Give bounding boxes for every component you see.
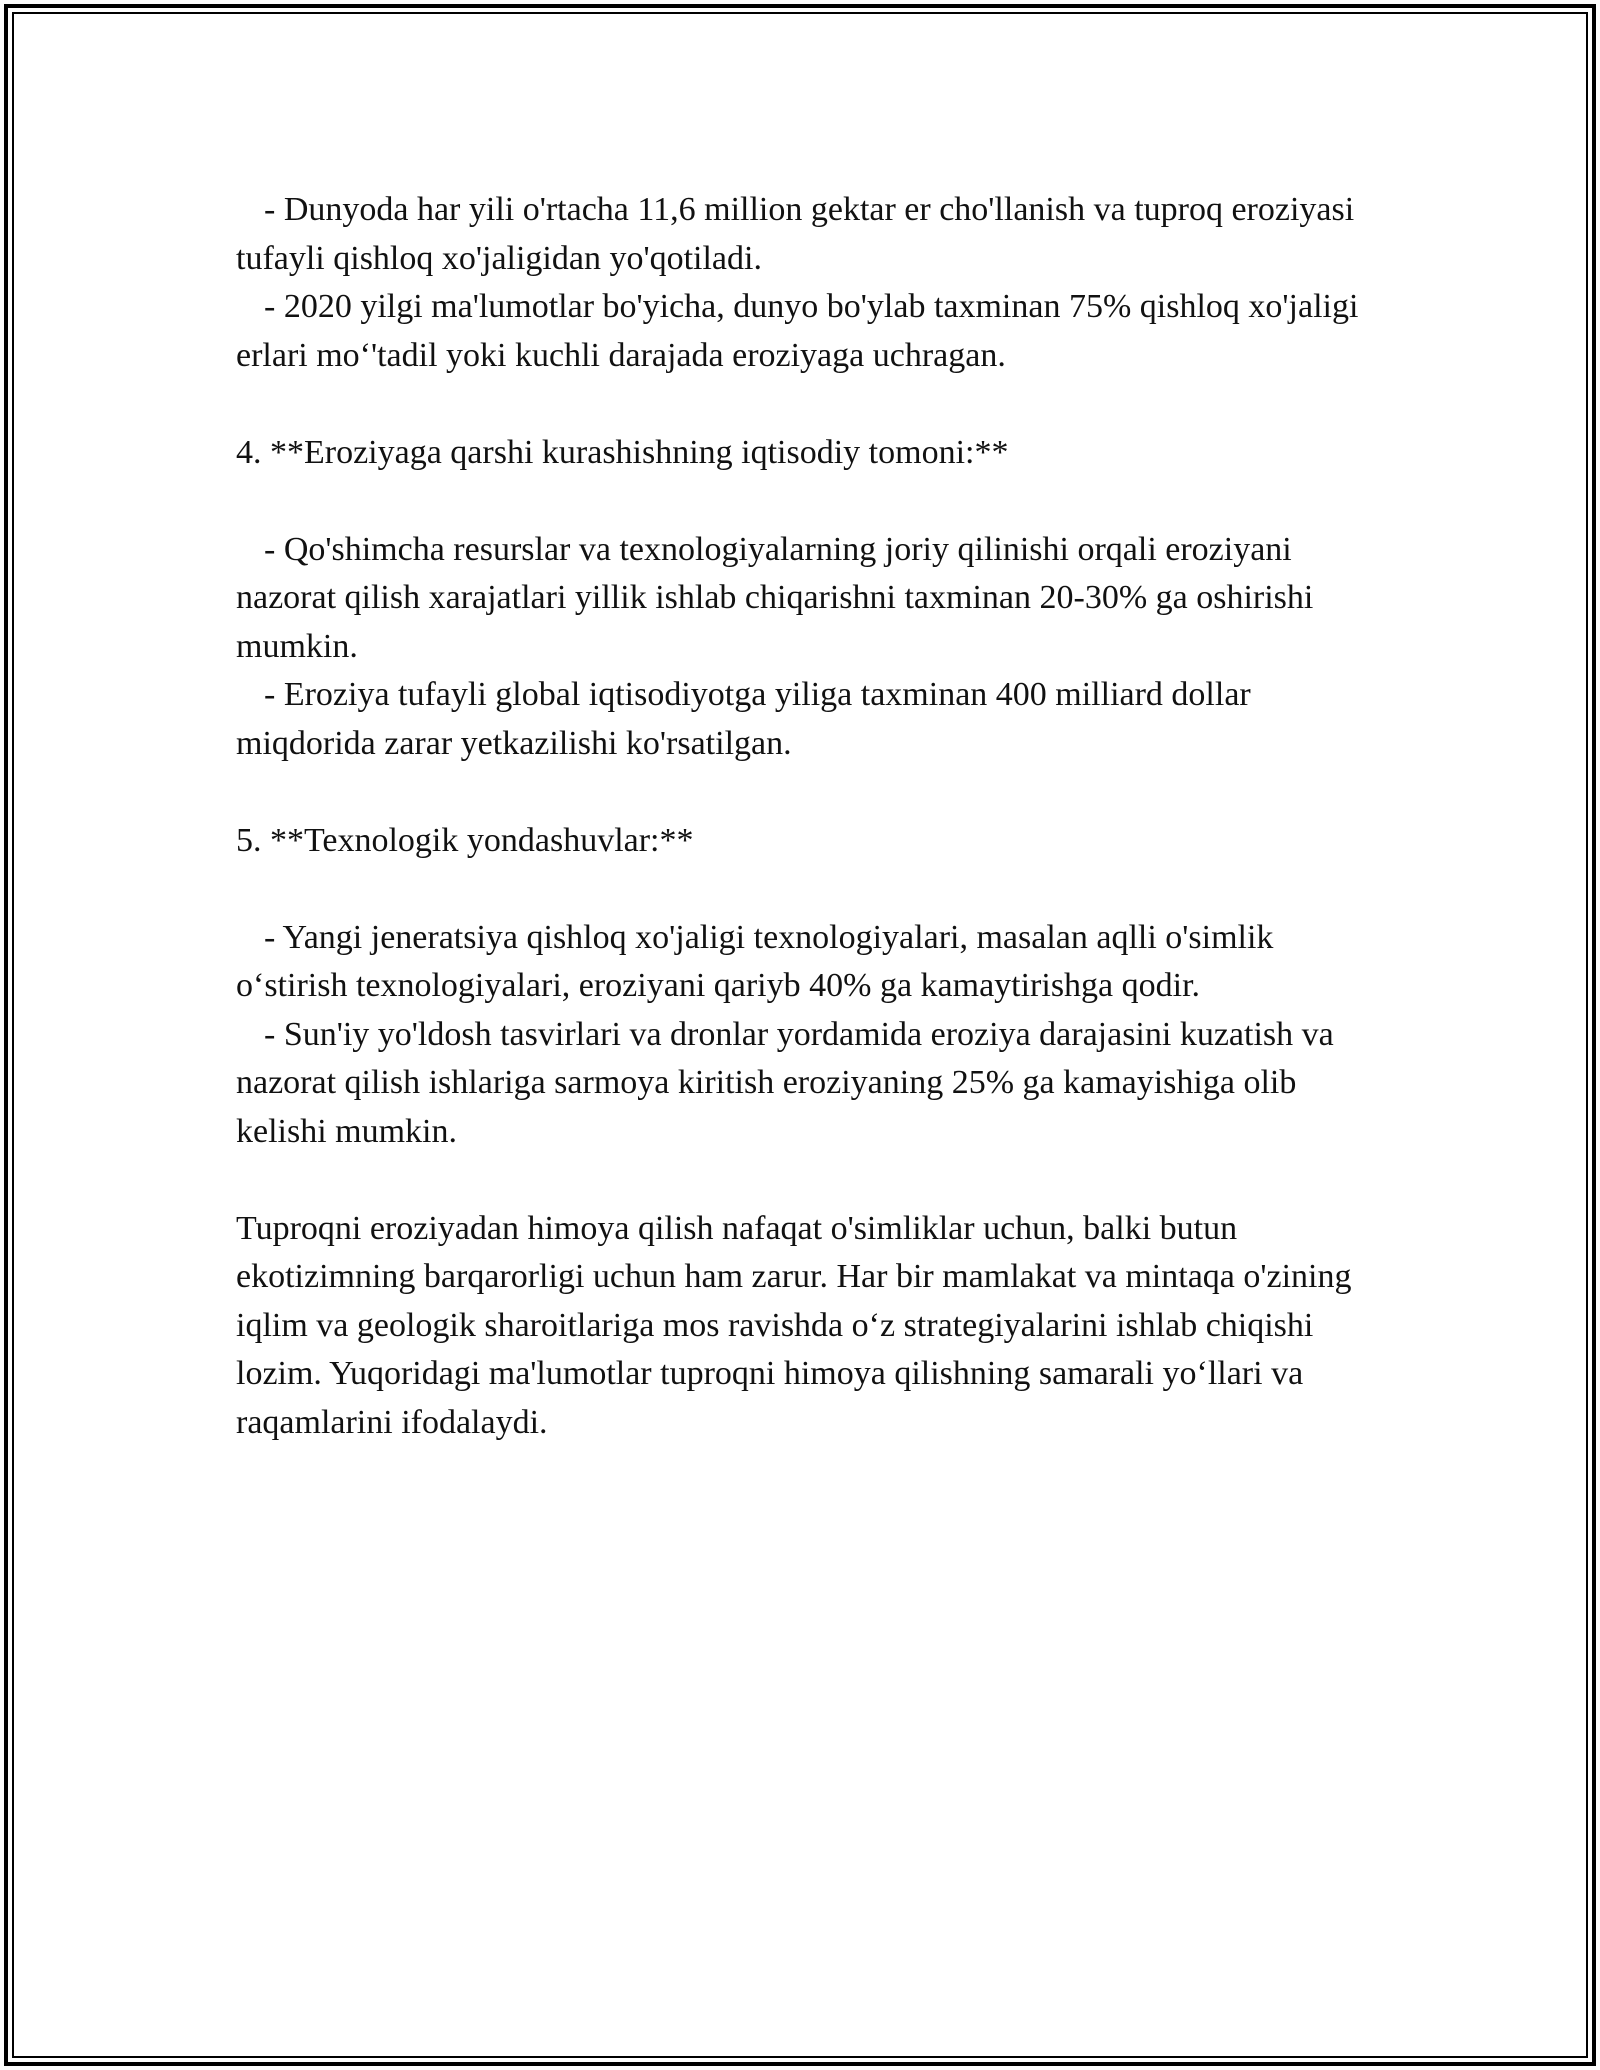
section-heading-economic: 4. **Eroziyaga qarshi kurashishning iqtisodiy tomoni:** <box>236 433 1009 471</box>
blank-line <box>236 865 1376 914</box>
document-body <box>236 186 1376 1447</box>
bullet-erosion-2020: - 2020 yilgi ma'lumotlar bo'yicha, dunyo bo'ylab taxminan 75% qishloq xo'jaligi erlari mo‘'tadil yoki kuchli darajada eroziyaga uchragan. <box>236 288 1367 374</box>
bullet-smart-farming: - Yangi jeneratsiya qishloq xo'jaligi texnologiyalari, masalan aqlli o'simlik o‘stirish texnologiyalari, eroziyani qariyb 40% ga kamaytirishga qodir. <box>236 918 1282 1004</box>
bullet-control-costs: - Qo'shimcha resurslar va texnologiyalarning joriy qilinishi orqali eroziyani nazorat qilish xarajatlari yillik ishlab chiqarishni taxminan 20-30% ga oshirishi mumkin. <box>236 530 1322 665</box>
bullet-satellite-drones: - Sun'iy yo'ldosh tasvirlari va dronlar yordamida eroziya darajasini kuzatish va nazorat qilish ishlariga sarmoya kiritish eroziyaning 25% ga kamayishiga olib kelishi mumkin. <box>236 1015 1343 1150</box>
bullet-land-loss: - Dunyoda har yili o'rtacha 11,6 million gektar er cho'llanish va tuproq eroziyasi tufayli qishloq xo'jaligidan yo'qotiladi. <box>236 191 1363 277</box>
blank-line <box>236 380 1376 429</box>
section-heading-technology: 5. **Texnologik yondashuvlar:** <box>236 821 694 859</box>
conclusion-paragraph: Tuproqni eroziyadan himoya qilish nafaqat o'simliklar uchun, balki butun ekotizimning barqarorligi uchun ham zarur. Har bir mamlakat va mintaqa o'zining iqlim va geologik sharoitlariga mos ravishda o‘z strategiyalarini ishlab chiqishi lozim. Yuqoridagi ma'lumotlar tuproqni himoya qilishning samarali yo‘llari va raqamlarini ifodalaydi. <box>236 1209 1360 1441</box>
blank-line <box>236 1156 1376 1205</box>
bullet-global-damage: - Eroziya tufayli global iqtisodiyotga yiliga taxminan 400 milliard dollar miqdorida zarar yetkazilishi ko'rsatilgan. <box>236 676 1260 762</box>
blank-line <box>236 477 1376 526</box>
blank-line <box>236 768 1376 817</box>
